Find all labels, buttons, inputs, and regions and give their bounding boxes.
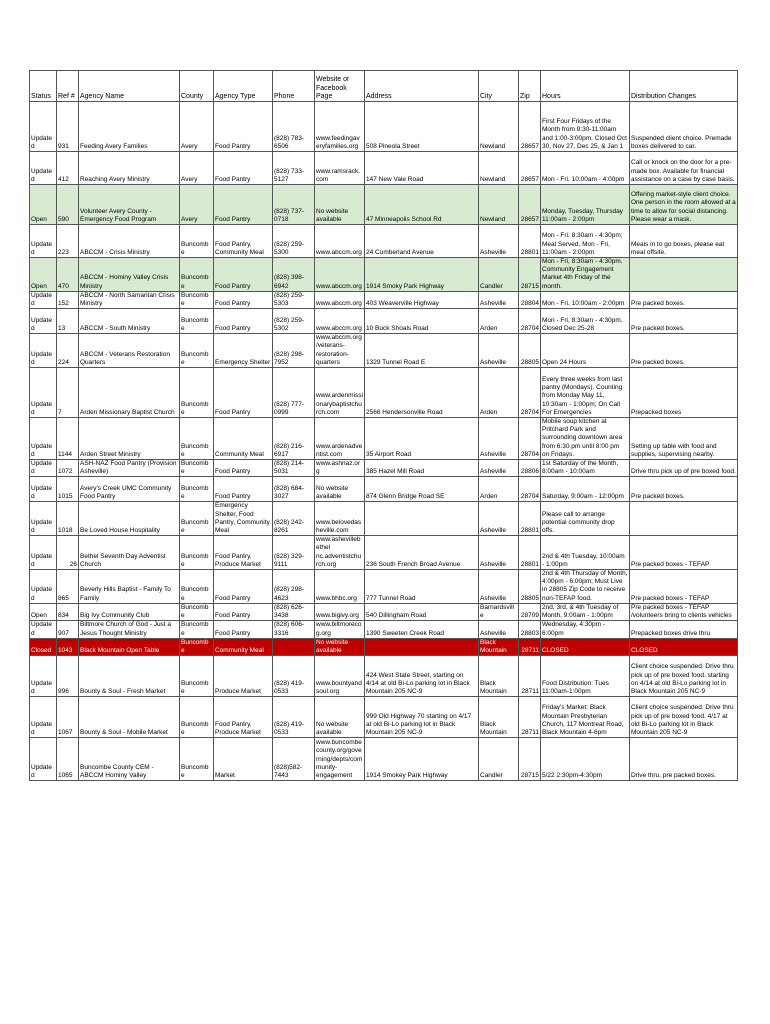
header-zip: Zip [519, 71, 541, 102]
cell-city: Arden [479, 309, 519, 334]
cell-website[interactable]: www.ramsrack.com [315, 152, 365, 185]
cell-website[interactable]: www.ashevillebethel nc.adventistchurch.org [315, 536, 365, 570]
table-row [30, 638, 738, 655]
cell-hours: CLOSED [541, 638, 630, 655]
cell-phone: (828) 684-3027 [273, 477, 315, 502]
header-distribution-changes: Distribution Changes [630, 71, 738, 102]
cell-address: 424 West State Street, starting on 4/14 at old Bi-Lo parking lot in Black Mountain 205 NC-9 [365, 656, 479, 697]
cell-agency-name: Volunteer Avery County - Emergency Food Program [79, 185, 180, 225]
cell-city: Black Mountain [479, 656, 519, 697]
cell-hours: Mon - Fri, 8:30am - 4:30pm; Meal Served, Mon - Fri, 11:00am - 2:00pm [541, 225, 630, 258]
cell-agency-type: Food Pantry, Produce Market [214, 536, 273, 570]
cell-address: 1914 Smokey Park Highway [365, 738, 479, 781]
cell-status: Updated [30, 656, 57, 697]
cell-hours: Please call to arrange potential community drop offs. [541, 502, 630, 536]
header-agency-type: Agency Type [214, 71, 273, 102]
cell-agency-type: Food Pantry [214, 621, 273, 638]
cell-county: Buncombe [180, 334, 214, 368]
cell-zip: 28801 [519, 502, 541, 536]
table-row [30, 697, 738, 738]
cell-city: Newland [479, 152, 519, 185]
cell-hours: Open 24 Hours [541, 334, 630, 368]
cell-zip: 28704 [519, 477, 541, 502]
cell-status: Updated [30, 460, 57, 477]
cell-distribution-changes: Meals in to go boxes, please eat meal offsite. [630, 225, 738, 258]
cell-ref: 590 [57, 185, 79, 225]
header-website: Website or Facebook Page [315, 71, 365, 102]
cell-website[interactable]: www.ashnaz.org [315, 460, 365, 477]
cell-address: 999 Old Highway 70 starting on 4/17 at old Bi-Lo parking lot in Black Mountain 205 NC-9 [365, 697, 479, 738]
header-status: Status [30, 71, 57, 102]
cell-distribution-changes: Client choice suspended. Drive thru pick up of pre boxed food. starting on 4/14 at old Bi-Lo parking lot in Black Mountain 205 NC-9 [630, 656, 738, 697]
cell-zip: 28806 [519, 460, 541, 477]
cell-ref: 1065 [57, 738, 79, 781]
cell-agency-name: ABCCM - North Samaritan Crisis Ministry [79, 291, 180, 308]
cell-agency-name: ABCCM - Veterans Restoration Quarters [79, 334, 180, 368]
cell-ref: 931 [57, 102, 79, 152]
cell-hours: 2nd & 4th Thursday of Month, 4:00pm - 6:00pm; Must Live in 28805 Zip Code to receive non-TEFAP food. [542, 570, 628, 602]
cell-zip: 28804 [519, 291, 541, 308]
cell-phone: (828)582-7443 [273, 738, 315, 781]
cell-status: Updated [30, 570, 57, 604]
cell-county: Buncombe [180, 638, 214, 655]
cell-zip: 28709 [519, 603, 541, 620]
cell-status: Updated [30, 502, 57, 536]
cell-agency-type: Food Pantry, Produce Market [214, 697, 273, 738]
cell-hours: Mon - Fri, 10:00am - 4:00pm [541, 152, 630, 185]
cell-county: Buncombe [180, 570, 214, 604]
table-row [30, 570, 738, 604]
cell-phone: (828) 329-9111 [273, 536, 315, 570]
cell-phone: (828) 259-5302 [273, 309, 315, 334]
cell-phone: (828) 777-0999 [273, 368, 315, 418]
cell-website[interactable]: www.buncombecounty.org/governing/depts/community-engagement [315, 738, 365, 781]
cell-agency-name: ASH-NAZ Food Pantry (Provision Asheville) [79, 460, 180, 477]
cell-city: Asheville [479, 460, 519, 477]
cell-city: Candler [479, 258, 519, 292]
cell-ref: 1018 [57, 502, 79, 536]
cell-website[interactable]: No website available [315, 697, 365, 738]
cell-phone: (828) 214-5031 [273, 460, 315, 477]
cell-ref: 1015 [57, 477, 79, 502]
cell-agency-name: ABCCM - Crisis Ministry [79, 225, 180, 258]
cell-ref: 1072 [57, 460, 79, 477]
cell-phone: (828) 242-8261 [273, 502, 315, 536]
cell-zip: 28803 [519, 621, 541, 638]
cell-phone: (828) 626-3438 [273, 603, 315, 620]
cell-agency-type: Food Pantry [214, 309, 273, 334]
cell-agency-type: Food Pantry [214, 291, 273, 308]
cell-ref: 907 [57, 621, 79, 638]
cell-city: Newland [479, 185, 519, 225]
cell-agency-type: Food Pantry, Community Meal [214, 225, 273, 258]
table-body [30, 102, 738, 781]
cell-ref: 412 [57, 152, 79, 185]
cell-distribution-changes: Pre packed boxes - TEFAP [630, 570, 738, 604]
cell-county: Avery [180, 152, 214, 185]
cell-phone: (828) 298-7952 [273, 334, 315, 368]
table-row [30, 603, 738, 620]
cell-ref: 224 [57, 334, 79, 368]
cell-county: Buncombe [180, 656, 214, 697]
cell-distribution-changes: Pre packed boxes. [630, 309, 738, 334]
cell-phone: (828) 419-0533 [273, 697, 315, 738]
cell-hours: Mon - Fri, 8:30am - 4:30pm. Community Engagement Market 4th Friday of the month. [541, 258, 630, 292]
cell-agency-type: Produce Market [214, 656, 273, 697]
cell-address: 147 New Vale Road [365, 152, 479, 185]
table-row [30, 418, 738, 460]
header-county: County [180, 71, 214, 102]
cell-zip: 28711 [519, 697, 541, 738]
cell-hours: 5/22 2:30pm-4:30pm [541, 738, 630, 781]
cell-status: Updated [30, 225, 57, 258]
agency-table [29, 70, 738, 781]
table-row [30, 621, 738, 638]
cell-status: Updated [30, 477, 57, 502]
cell-address: 47 Minneapolis School Rd [365, 185, 479, 225]
cell-agency-name: ABCCM - Hominy Valley Crisis Ministry [79, 258, 180, 292]
cell-status: Updated [30, 334, 57, 368]
cell-county: Buncombe [180, 258, 214, 292]
cell-distribution-changes: Offering market-style client choice. One person in the room allowed at a time to allow for social distancing. Please wear a mask. [630, 185, 738, 225]
cell-agency-type: Food Pantry [214, 603, 273, 620]
cell-county: Buncombe [180, 460, 214, 477]
cell-distribution-changes: Prepacked boxes drive thru [630, 621, 738, 638]
header-ref: Ref # [57, 71, 79, 102]
cell-agency-type: Food Pantry [214, 460, 273, 477]
cell-distribution-changes: Pre packed boxes - TEFAP [630, 536, 738, 570]
cell-zip: 28711 [519, 656, 541, 697]
cell-address [365, 638, 479, 655]
table-row [30, 656, 738, 697]
cell-county: Avery [180, 185, 214, 225]
cell-agency-type: Emergency Shelter [214, 334, 273, 368]
cell-county: Buncombe [180, 309, 214, 334]
cell-website[interactable]: www.bountyandsoul.org [315, 656, 365, 697]
table-row [30, 309, 738, 334]
cell-agency-name: Big Ivy Community Club [79, 603, 180, 620]
cell-website[interactable]: www.ardenmissionarybaptistchurch.com [315, 368, 365, 418]
cell-website[interactable]: www.ardenadventist.com [315, 418, 365, 460]
cell-status: Updated [30, 536, 57, 570]
cell-city: Asheville [479, 621, 519, 638]
cell-distribution-changes: Pre packed boxes - TEFAP /volunteers bring to clients vehicles [630, 603, 738, 620]
cell-ref: 834 [57, 603, 79, 620]
cell-zip: 28657 [519, 102, 541, 152]
cell-address: 540 Dillingham Road [365, 603, 479, 620]
cell-address: 385 Hazel Mill Road [365, 460, 479, 477]
cell-agency-name: Beverly Hills Baptist - Family To Family [79, 570, 180, 604]
cell-county: Buncombe [180, 738, 214, 781]
cell-phone: (828) 298-4623 [273, 570, 315, 604]
table-row [30, 258, 738, 292]
cell-city: Black Mountain [479, 697, 519, 738]
cell-phone: (828) 259-5303 [273, 291, 315, 308]
cell-distribution-changes: Call or knock on the door for a pre-made box. Available for financial assistance on a case by case basis. [630, 152, 738, 185]
cell-status: Open [30, 603, 57, 620]
cell-county: Buncombe [180, 536, 214, 570]
cell-phone: (828) 419-0533 [273, 656, 315, 697]
cell-hours: 2nd, 3rd, & 4th Tuesday of Month, 9:00am - 1:00pm [541, 603, 630, 620]
cell-zip: 28704 [519, 309, 541, 334]
cell-address: 1390 Sweeten Creek Road [365, 621, 479, 638]
cell-agency-name: Bounty & Soul - Mobile Market [79, 697, 180, 738]
cell-address: 24 Cumberland Avenue [365, 225, 479, 258]
cell-distribution-changes: Setting up table with food and supplies, supervising nearby. [630, 418, 738, 460]
cell-agency-type: Food Pantry [214, 258, 273, 292]
cell-agency-name: Be Loved House Hospitality [79, 502, 180, 536]
cell-distribution-changes: Suspended client choice. Premade boxes delivered to car. [630, 102, 738, 152]
cell-distribution-changes: Client choice suspended. Drive thru pick up of pre boxed food. 4/17 at old Bi-Lo parking lot in Black Mountain 205 NC-9 [630, 697, 738, 738]
cell-website[interactable]: No website available [315, 638, 365, 655]
cell-distribution-changes [630, 502, 738, 536]
cell-distribution-changes: Pre packed boxes. [630, 291, 738, 308]
cell-phone: (828) 733-5127 [273, 152, 315, 185]
cell-website[interactable]: www.abccm.org [315, 291, 365, 308]
cell-zip: 28715 [519, 258, 541, 292]
table-row [30, 185, 738, 225]
cell-city: Black Mountain [479, 638, 519, 655]
cell-phone: (828) 398-6942 [273, 258, 315, 292]
cell-status: Updated [30, 621, 57, 638]
cell-hours: Mon - Fri, 10:00am - 2:00pm [541, 291, 630, 308]
cell-hours: Saturday, 9:00am - 12:00pm [541, 477, 630, 502]
cell-county: Avery [180, 102, 214, 152]
cell-county: Buncombe [180, 225, 214, 258]
cell-agency-type: Food Pantry [214, 368, 273, 418]
cell-address: 508 Pineola Street [365, 102, 479, 152]
cell-zip: 28801 [519, 536, 541, 570]
cell-agency-type: Food Pantry [214, 477, 273, 502]
cell-county: Buncombe [180, 368, 214, 418]
cell-ref: 865 [57, 570, 79, 604]
table-row [30, 152, 738, 185]
cell-agency-type: Food Pantry [214, 570, 273, 604]
cell-zip: 28657 [519, 152, 541, 185]
table-row [30, 102, 738, 152]
cell-status: Updated [30, 291, 57, 308]
cell-agency-name: Biltmore Church of God - Just a Jesus Thought Ministry [79, 621, 180, 638]
table-row [30, 460, 738, 477]
cell-county: Buncombe [180, 291, 214, 308]
cell-ref: 223 [57, 225, 79, 258]
cell-zip: 28805 [519, 570, 541, 604]
cell-ref: 1043 [57, 638, 79, 655]
cell-status: Updated [30, 697, 57, 738]
cell-zip: 28805 [519, 334, 541, 368]
cell-city: Asheville [479, 291, 519, 308]
cell-county: Buncombe [180, 418, 214, 460]
cell-city: Asheville [479, 502, 519, 536]
cell-status: Closed [30, 638, 57, 655]
cell-distribution-changes: Pre packed boxes. [630, 477, 738, 502]
cell-county: Buncombe [180, 697, 214, 738]
cell-ref: 996 [57, 656, 79, 697]
cell-agency-type: Community Meal [214, 638, 273, 655]
cell-county: Buncombe [180, 621, 214, 638]
table-row [30, 368, 738, 418]
cell-city: Asheville [479, 418, 519, 460]
cell-city: Asheville [479, 334, 519, 368]
cell-hours: 2nd & 4th Tuesday, 10:00am - 1:00pm [541, 536, 630, 570]
cell-status: Updated [30, 738, 57, 781]
cell-ref: 1144 [57, 418, 79, 460]
cell-agency-name: Arden Street Ministry [79, 418, 180, 460]
cell-distribution-changes: Prepacked boxes [630, 368, 738, 418]
cell-zip: 28704 [519, 418, 541, 460]
cell-phone: (828) 216-6917 [273, 418, 315, 460]
cell-phone [273, 638, 315, 655]
cell-agency-name: Arden Missionary Baptist Church [79, 368, 180, 418]
cell-status: Updated [30, 368, 57, 418]
cell-city: Barnardsville [479, 603, 519, 620]
cell-county: Buncombe [180, 502, 214, 536]
cell-ref: 470 [57, 258, 79, 292]
cell-address: 10 Buck Shoals Road [365, 309, 479, 334]
cell-city: Newland [479, 102, 519, 152]
cell-agency-type: Market [214, 738, 273, 781]
cell-county: Buncombe [180, 603, 214, 620]
cell-ref: 26 [57, 536, 79, 570]
table-row [30, 536, 738, 570]
cell-agency-type: Food Pantry [214, 185, 273, 225]
cell-status: Open [30, 185, 57, 225]
cell-distribution-changes: CLOSED [630, 638, 738, 655]
cell-city: Asheville [479, 225, 519, 258]
cell-status: Open [30, 258, 57, 292]
cell-website[interactable]: www.abccm.org [315, 309, 365, 334]
cell-hours: 1st Saturday of the Month, 8:00am - 10:00am [541, 460, 630, 477]
cell-zip: 28704 [519, 368, 541, 418]
cell-agency-type: Emergency Shelter, Food Pantry, Community Meal [214, 502, 273, 536]
cell-address: 35 Airport Road [365, 418, 479, 460]
spreadsheet [29, 70, 737, 781]
table-row [30, 291, 738, 308]
cell-zip: 28715 [519, 738, 541, 781]
cell-zip: 28711 [519, 638, 541, 655]
cell-website[interactable]: www.abccm.org [315, 258, 365, 292]
cell-distribution-changes: Pre packed boxes. [630, 334, 738, 368]
cell-ref: 7 [57, 368, 79, 418]
cell-agency-name: Bethel Seventh Day Adventist Church [79, 536, 180, 570]
cell-address: 2566 Hendersonville Road [365, 368, 479, 418]
cell-county: Buncombe [180, 477, 214, 502]
header-agency-name: Agency Name [79, 71, 180, 102]
table-row [30, 334, 738, 368]
cell-city: Arden [479, 368, 519, 418]
cell-agency-name: Bounty & Soul - Fresh Market [79, 656, 180, 697]
cell-website[interactable]: www.bigivy.org [315, 603, 365, 620]
cell-website[interactable]: No website available [315, 477, 365, 502]
cell-address: 403 Weaverville Highway [365, 291, 479, 308]
cell-agency-type: Community Meal [214, 418, 273, 460]
cell-address: 1329 Tunnel Road E [365, 334, 479, 368]
header-row [30, 71, 738, 102]
cell-hours: Friday's Market: Black Mountain Presbyterian Church, 117 Montreat Road, Black Mountain 4-6pm [541, 697, 630, 738]
cell-agency-name: ABCCM - South Ministry [79, 309, 180, 334]
cell-zip: 28801 [519, 225, 541, 258]
cell-address: 236 South French Broad Avenue [365, 536, 479, 570]
cell-agency-name: Buncombe County CEM - ABCCM Hominy Valley [79, 738, 180, 781]
cell-city: Arden [479, 477, 519, 502]
cell-agency-name: Avery's Creek UMC Community Food Pantry [79, 477, 180, 502]
cell-city: Candler [479, 738, 519, 781]
cell-distribution-changes [630, 258, 738, 292]
cell-hours: Monday, Tuesday, Thursday 11:00am - 2:00pm [541, 185, 630, 225]
cell-distribution-changes: Drive thru, pre packed boxes. [630, 738, 738, 781]
table-row [30, 477, 738, 502]
table-row [30, 502, 738, 536]
cell-website[interactable]: www.feedingaveryfamilies.org [315, 102, 365, 152]
cell-phone: (828) 737-0718 [273, 185, 315, 225]
cell-status: Updated [30, 152, 57, 185]
cell-address [365, 502, 479, 536]
cell-agency-name: Feeding Avery Families [79, 102, 180, 152]
cell-ref: 152 [57, 291, 79, 308]
cell-city: Asheville [479, 570, 519, 604]
cell-address: 874 Glenn Bridge Road SE [365, 477, 479, 502]
cell-agency-type: Food Pantry [214, 152, 273, 185]
cell-hours: First Four Fridays of the Month from 9:30-11:00am and 1:00-3:00pm. Closed Oct 30, Nov 27, Dec 25, & Jan 1 [541, 102, 630, 152]
cell-agency-name: Reaching Avery Ministry [79, 152, 180, 185]
cell-address: 777 Tunnel Road [365, 570, 479, 604]
cell-website[interactable]: No website available [315, 185, 365, 225]
header-phone: Phone [273, 71, 315, 102]
cell-website[interactable]: www.belovedasheville.com [315, 502, 365, 536]
cell-status: Updated [30, 102, 57, 152]
header-hours: Hours [541, 71, 630, 102]
cell-phone: (828) 783-6506 [273, 102, 315, 152]
cell-zip: 28657 [519, 185, 541, 225]
cell-hours: Mobile soup kitchen at Pritchard Park and surrounding downtown area from 6:30 pm until 8:00 pm on Fridays. [541, 418, 630, 460]
cell-ref: 13 [57, 309, 79, 334]
table-row [30, 225, 738, 258]
cell-city: Asheville [479, 536, 519, 570]
cell-phone: (828) 259-5300 [273, 225, 315, 258]
cell-website[interactable]: www.abccm.org [315, 225, 365, 258]
cell-website[interactable]: www.biltmorecog.org [315, 621, 365, 638]
cell-agency-name: Black Mountain Open Table [79, 638, 180, 655]
cell-status: Updated [30, 418, 57, 460]
cell-status: Updated [30, 309, 57, 334]
header-city: City [479, 71, 519, 102]
header-address: Address [365, 71, 479, 102]
cell-agency-type: Food Pantry [214, 102, 273, 152]
cell-hours: Every three weeks from last pantry (Mondays). Counting from Monday May 11, 10:30am - 1:00pm; On Call For Emergencies [541, 368, 630, 418]
cell-ref: 1067 [57, 697, 79, 738]
table-row [30, 738, 738, 781]
cell-phone: (828) 606-3316 [273, 621, 315, 638]
cell-hours: Wednesday, 4:30pm - 6:00pm [541, 621, 630, 638]
cell-hours: Food Distribution: Tues 11:00am-1:00pm [541, 656, 630, 697]
cell-distribution-changes: Drive thru pick up of pre boxed food. [630, 460, 738, 477]
cell-website[interactable]: www.bhbc.org [315, 570, 365, 604]
cell-website[interactable]: www.abccm.org/veterans-restoration-quarters [315, 334, 365, 368]
cell-hours: Mon - Fri, 8:30am - 4:30pm. Closed Dec 25-28 [541, 309, 630, 334]
cell-address: 1914 Smoky Park Highway [365, 258, 479, 292]
